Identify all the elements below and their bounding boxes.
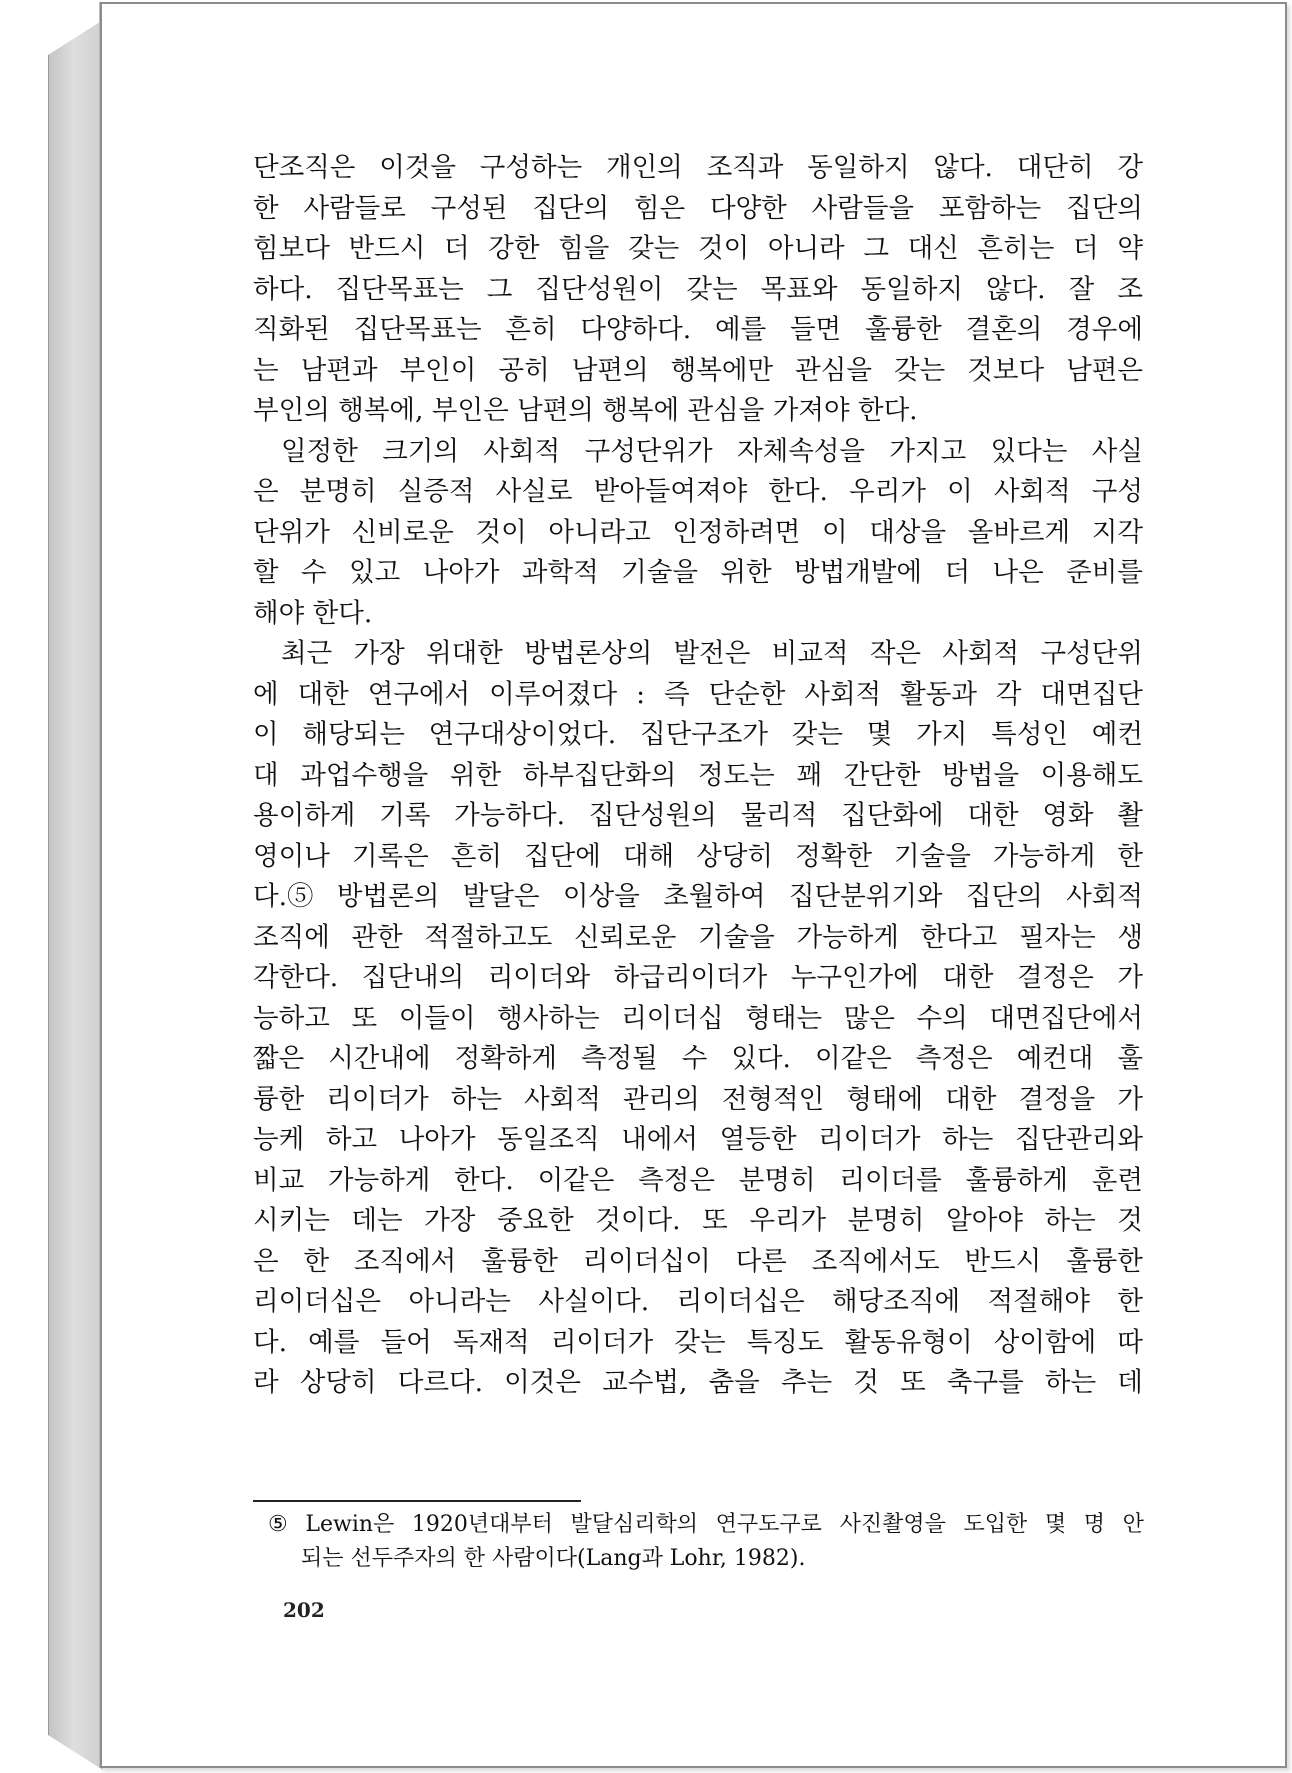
body-line: 는 남편과 부인이 공히 남편의 행복에만 관심을 갖는 것보다 남편은 xyxy=(253,354,1143,386)
body-line: 에 대한 연구에서 이루어졌다 : 즉 단순한 사회적 활동과 각 대면집단 xyxy=(253,678,1143,710)
footnote-line: 되는 선두주자의 한 사람이다(Lang과 Lohr, 1982). xyxy=(301,1546,806,1571)
body-line: 능케 하고 나아가 동일조직 내에서 열등한 리이더가 하는 집단관리와 xyxy=(253,1124,1143,1155)
body-line: 다.⑤ 방법론의 발달은 이상을 초월하여 집단분위기와 집단의 사회적 xyxy=(253,881,1143,912)
body-line: 단위가 신비로운 것이 아니라고 인정하려면 이 대상을 올바르게 지각 xyxy=(253,516,1143,548)
body-line: 일정한 크기의 사회적 구성단위가 자체속성을 가지고 있다는 사실 xyxy=(281,435,1143,467)
body-line: 한 사람들로 구성된 집단의 힘은 다양한 사람들을 포함하는 집단의 xyxy=(253,192,1143,224)
body-line: 부인의 행복에, 부인은 남편의 행복에 관심을 가져야 한다. xyxy=(253,395,918,426)
body-line: 라 상당히 다르다. 이것은 교수법, 춤을 추는 것 또 축구를 하는 데 xyxy=(253,1367,1143,1398)
body-line: 시키는 데는 가장 중요한 것이다. 또 우리가 분명히 알아야 하는 것 xyxy=(253,1205,1143,1236)
book-spine xyxy=(48,20,103,1770)
body-line: 용이하게 기록 가능하다. 집단성원의 물리적 집단화에 대한 영화 촬 xyxy=(253,800,1143,831)
body-line: 단조직은 이것을 구성하는 개인의 조직과 동일하지 않다. 대단히 강 xyxy=(253,152,1143,183)
body-line: 은 분명히 실증적 사실로 받아들여져야 한다. 우리가 이 사회적 구성 xyxy=(253,476,1143,507)
body-line: 짧은 시간내에 정확하게 측정될 수 있다. 이같은 측정은 예컨대 훌 xyxy=(253,1043,1143,1074)
body-line: 은 한 조직에서 훌륭한 리이더십이 다른 조직에서도 반드시 훌륭한 xyxy=(253,1245,1143,1277)
body-line: 힘보다 반드시 더 강한 힘을 갖는 것이 아니라 그 대신 흔히는 더 약 xyxy=(253,233,1143,264)
body-line: 륭한 리이더가 하는 사회적 관리의 전형적인 형태에 대한 결정을 가 xyxy=(253,1083,1143,1115)
body-line: 최근 가장 위대한 방법론상의 발전은 비교적 작은 사회적 구성단위 xyxy=(281,638,1143,669)
body-line: 할 수 있고 나아가 과학적 기술을 위한 방법개발에 더 나은 준비를 xyxy=(253,557,1143,588)
body-line: 하다. 집단목표는 그 집단성원이 갖는 목표와 동일하지 않다. 잘 조 xyxy=(253,273,1143,305)
body-line: 조직에 관한 적절하고도 신뢰로운 기술을 가능하게 한다고 필자는 생 xyxy=(253,921,1143,953)
body-line: 해야 한다. xyxy=(253,597,373,629)
body-line: 직화된 집단목표는 흔히 다양하다. 예를 들면 훌륭한 결혼의 경우에 xyxy=(253,314,1143,345)
body-line: 영이나 기록은 흔히 집단에 대해 상당히 정확한 기술을 가능하게 한 xyxy=(253,840,1143,872)
footnote-line: ⑤ Lewin은 1920년대부터 발달심리학의 연구도구로 사진촬영을 도입한 몇 명 안 xyxy=(268,1512,1144,1537)
body-line: 능하고 또 이들이 행사하는 리이더십 형태는 많은 수의 대면집단에서 xyxy=(253,1002,1143,1034)
body-line: 다. 예를 들어 독재적 리이더가 갖는 특징도 활동유형이 상이함에 따 xyxy=(253,1326,1143,1358)
footnote-divider xyxy=(253,1500,581,1502)
body-text xyxy=(253,148,1143,1404)
body-line: 리이더십은 아니라는 사실이다. 리이더십은 해당조직에 적절해야 한 xyxy=(253,1286,1143,1317)
body-line: 각한다. 집단내의 리이더와 하급리이더가 누구인가에 대한 결정은 가 xyxy=(253,962,1143,993)
body-line: 이 해당되는 연구대상이었다. 집단구조가 갖는 몇 가지 특성인 예컨 xyxy=(253,719,1143,750)
page-number: 202 xyxy=(283,1598,325,1622)
body-line: 대 과업수행을 위한 하부집단화의 정도는 꽤 간단한 방법을 이용해도 xyxy=(253,759,1143,791)
body-line: 비교 가능하게 한다. 이같은 측정은 분명히 리이더를 훌륭하게 훈련 xyxy=(253,1164,1143,1196)
footnotes xyxy=(268,1508,1144,1576)
